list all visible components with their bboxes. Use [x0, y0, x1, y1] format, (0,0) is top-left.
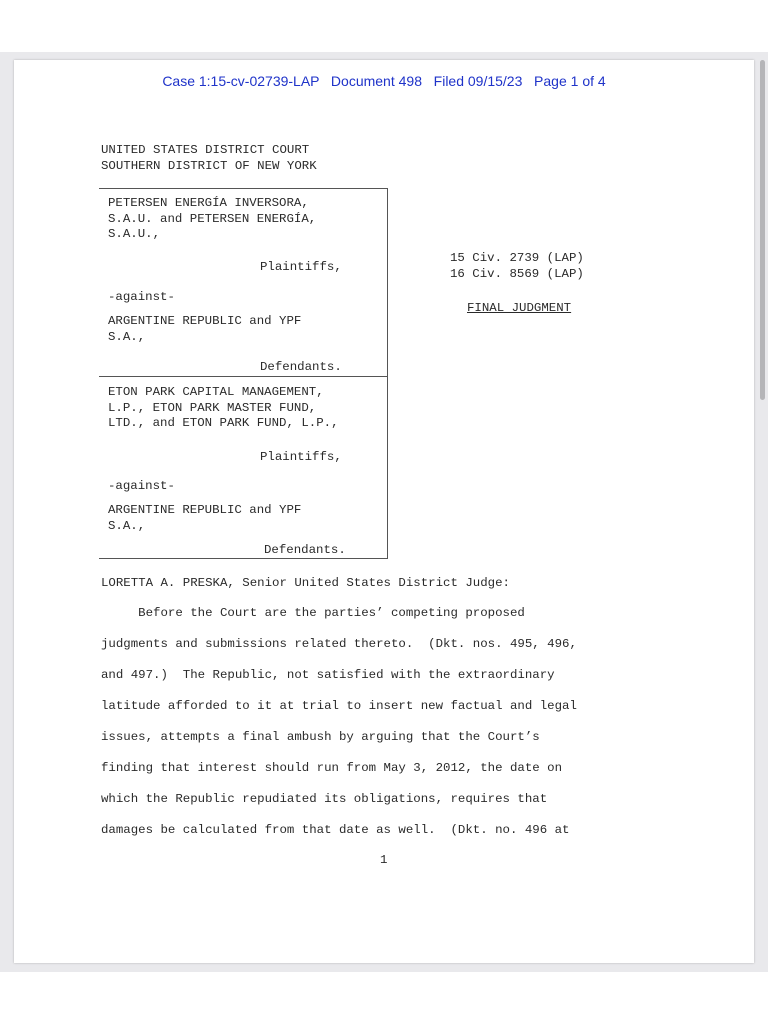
body-line: which the Republic repudiated its obligations, requires that	[101, 792, 548, 806]
body-line: Before the Court are the parties’ competing proposed	[101, 606, 525, 620]
caption2-plaintiff-line: L.P., ETON PARK MASTER FUND,	[108, 400, 317, 415]
document-page	[14, 60, 754, 963]
body-paragraph	[101, 606, 701, 854]
caption1-plaintiffs-label: Plaintiffs,	[260, 260, 342, 274]
caption-top-rule	[99, 188, 388, 189]
caption1-defendants-label: Defendants.	[260, 360, 342, 374]
body-line: judgments and submissions related thereto. (Dkt. nos. 495, 496,	[101, 637, 577, 651]
caption2-plaintiff-line: ETON PARK CAPITAL MANAGEMENT,	[108, 385, 324, 399]
caption1-plaintiff-line: PETERSEN ENERGÍA INVERSORA,	[108, 196, 309, 210]
caption1-defendants	[108, 314, 301, 345]
case-number: 15 Civ. 2739 (LAP)	[450, 251, 584, 265]
caption-right-rule	[387, 188, 388, 558]
caption1-defendant-line: ARGENTINE REPUBLIC and YPF	[108, 314, 302, 328]
caption2-defendant-line: ARGENTINE REPUBLIC and YPF	[108, 503, 302, 517]
caption-middle-rule	[99, 376, 388, 377]
caption1-defendant-line: S.A.,	[108, 329, 146, 344]
caption1-plaintiffs	[108, 196, 316, 243]
case-number: 16 Civ. 8569 (LAP)	[450, 266, 584, 281]
body-line: latitude afforded to it at trial to insert new factual and legal	[101, 699, 577, 713]
page-number: 1	[380, 853, 388, 867]
case-caption-box	[99, 188, 388, 558]
caption1-plaintiff-line: S.A.U.,	[108, 227, 161, 241]
caption2-defendants	[108, 503, 301, 534]
court-name	[101, 143, 317, 174]
caption2-plaintiff-line: LTD., and ETON PARK FUND, L.P.,	[108, 416, 339, 430]
caption2-defendants-label: Defendants.	[264, 543, 346, 557]
caption1-against: -against-	[108, 290, 175, 304]
caption2-against: -against-	[108, 479, 175, 493]
body-line: and 497.) The Republic, not satisfied with the extraordinary	[101, 668, 555, 682]
caption2-plaintiffs	[108, 385, 339, 432]
ecf-header-stamp: Case 1:15-cv-02739-LAP Document 498 Filed 09/15/23 Page 1 of 4	[162, 73, 606, 89]
body-line: finding that interest should run from May 3, 2012, the date on	[101, 761, 563, 775]
caption2-plaintiffs-label: Plaintiffs,	[260, 450, 342, 464]
caption1-plaintiff-line: S.A.U. and PETERSEN ENERGÍA,	[108, 211, 317, 226]
court-line-2: SOUTHERN DISTRICT OF NEW YORK	[101, 158, 317, 173]
vertical-scrollbar[interactable]	[760, 60, 765, 400]
court-line-1: UNITED STATES DISTRICT COURT	[101, 143, 310, 157]
judge-line: LORETTA A. PRESKA, Senior United States District Judge:	[101, 576, 510, 590]
document-title: FINAL JUDGMENT	[467, 301, 572, 315]
case-numbers	[450, 251, 584, 282]
body-line: damages be calculated from that date as well. (Dkt. no. 496 at	[101, 823, 570, 837]
body-line: issues, attempts a final ambush by arguing that the Court’s	[101, 730, 540, 744]
caption2-defendant-line: S.A.,	[108, 518, 146, 533]
